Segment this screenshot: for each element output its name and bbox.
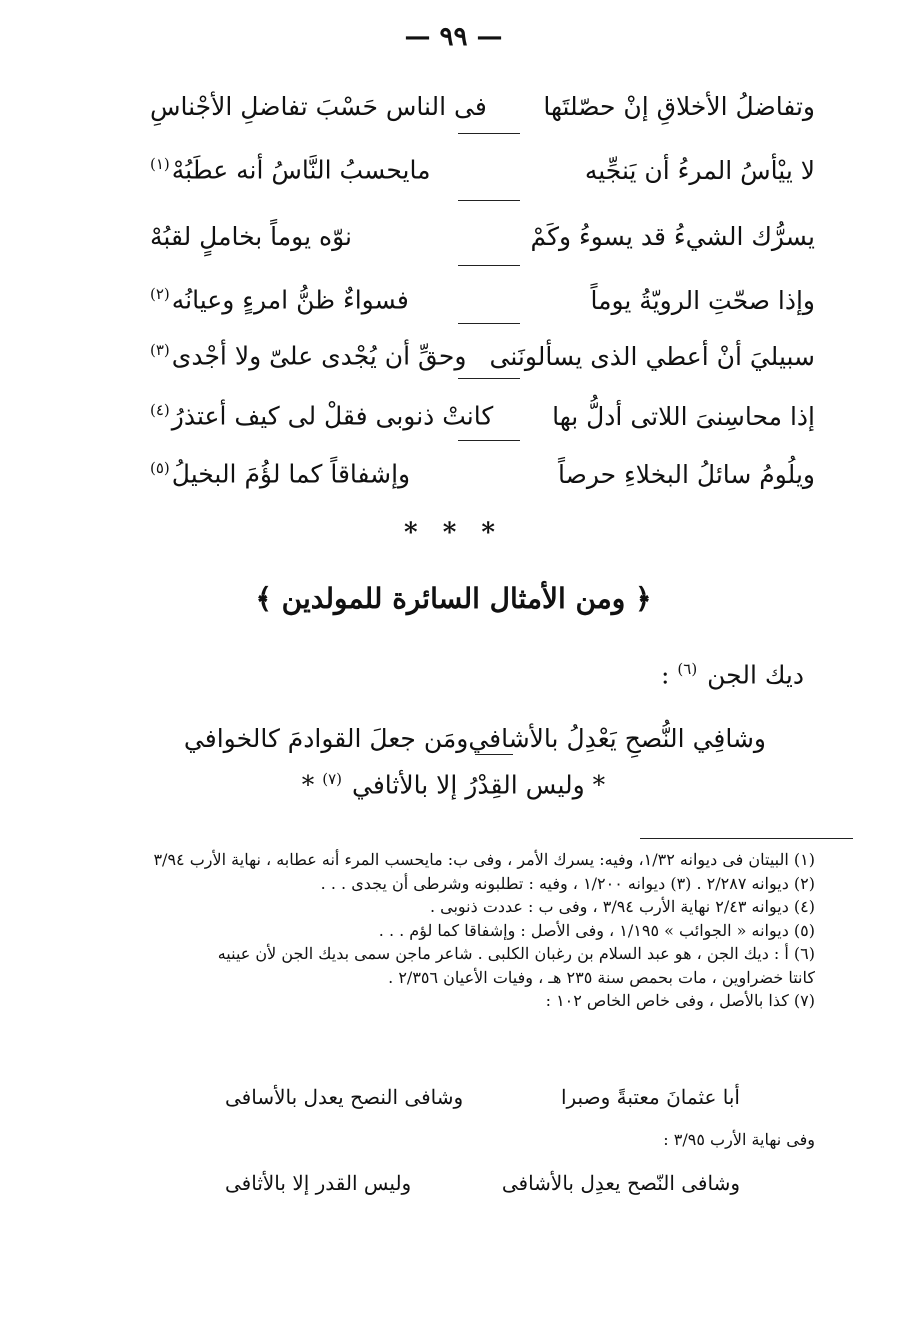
verse-2-right: لا ييْأسُ المرءُ أن يَنجِّيه <box>584 155 815 185</box>
poet-line <box>661 660 804 689</box>
footnote-ref-5: (٥) <box>150 459 170 478</box>
footnote-verse-2 <box>225 1166 740 1200</box>
verse-5-left-text: وحقِّ أن يُجْدى علىّ ولا أجْدى <box>171 341 467 371</box>
footnote-4: (٤) ديوانه ٢/٤٣ نهاية الأرب ٣/٩٤ ، وفى ب : عددت ذنوبى . <box>429 897 815 916</box>
footnote-ref-6: (٦) <box>677 660 698 678</box>
verse-7-left-text: وإشفاقاً كما لؤُمَ البخيلُ <box>171 459 411 489</box>
verse-6-left <box>150 401 493 430</box>
verse-separator <box>458 323 520 324</box>
footnote-6: (٦) أ : ديك الجن ، هو عبد السلام بن رغبان الكلبى . شاعر ماجن سمى بديك الجن لأن عينيه <box>217 944 815 963</box>
verse-poet-2-text: * وليس القِدْرُ إلا بالأثافي <box>351 770 606 800</box>
poet-colon: : <box>661 660 670 690</box>
footnote-ref-1: (١) <box>150 155 170 174</box>
verse-1 <box>150 84 815 128</box>
verse-3-right: يسرُّك الشيءُ قد يسوءُ وكَمْ <box>530 221 815 251</box>
verse-5 <box>150 334 815 378</box>
footnote-6-continued: كانتا خضراوين ، مات بحمص سنة ٢٣٥ هـ ، وفيات الأعيان ٢/٣٥٦ . <box>388 967 815 987</box>
footnote-rule <box>640 838 853 839</box>
verse-4-left-text: فسواءٌ ظنُّ امرءٍ وعيانُه <box>171 285 409 315</box>
footnote-verse-2-right: وشافى النّصح يعدِل بالأشافى <box>501 1171 740 1195</box>
verse-3-left: نوّه يوماً بخاملٍ لقبُهْ <box>150 221 352 251</box>
verse-poet-2-end: * <box>301 770 315 800</box>
verse-4-right: وإذا صحّتِ الرويّةُ يوماً <box>590 285 815 315</box>
verse-7-left <box>150 459 410 488</box>
verse-separator <box>458 378 520 379</box>
verse-2 <box>150 148 815 192</box>
verse-separator <box>458 200 520 201</box>
verse-4-left <box>150 285 409 314</box>
footnote-note: وفى نهاية الأرب ٣/٩٥ : <box>663 1130 815 1149</box>
verse-2-left <box>150 155 431 184</box>
footnote-1: (١) البيتان فى ديوانه ١/٣٢، وفيه: يسرك الأمر ، وفى ب: مايحسب المرء أنه عطابه ، نهاية الأرب ٣/٩٤ <box>153 850 815 869</box>
verse-5-right: سبيليَ أنْ أعطي الذى يسألونَنى <box>489 341 815 371</box>
verse-separator <box>458 440 520 441</box>
verse-poet-1-right: وشافِي النُّصحِ يَعْدِلُ بالأشافي <box>468 723 766 753</box>
verse-2-left-text: مايحسبُ النَّاسُ أنه عطَبُهْ <box>171 155 431 185</box>
verse-6-left-text: كانتْ ذنوبى فقلْ لى كيف أعتذرُ <box>171 401 494 431</box>
verse-6-right: إذا محاسِنىَ اللاتى أدلُّ بها <box>552 401 815 431</box>
footnote-ref-4: (٤) <box>150 401 170 420</box>
footnote-ref-3: (٣) <box>150 341 170 360</box>
verse-1-left: فى الناس حَسْبَ تفاضلِ الأجْناسِ <box>150 91 487 121</box>
verse-separator <box>458 265 520 266</box>
footnotes <box>80 848 815 1013</box>
verse-7 <box>150 452 815 496</box>
section-heading: ﴿ ومن الأمثال السائرة للمولدين ﴾ <box>255 582 652 615</box>
page-number: — ٩٩ — <box>404 22 503 52</box>
footnote-ref-2: (٢) <box>150 285 170 304</box>
verse-separator <box>475 754 513 755</box>
verse-1-right: وتفاضلُ الأخلاقِ إنْ حصّلتَها <box>543 91 815 121</box>
footnote-verse-2-left: وليس القدر إلا بالأثافى <box>225 1171 412 1195</box>
footnote-7: (٧) كذا بالأصل ، وفى خاص الخاص ١٠٢ : <box>545 991 815 1010</box>
verse-3 <box>150 214 815 258</box>
footnote-verse-1-left: وشافى النصح يعدل بالأسافى <box>225 1085 464 1109</box>
verse-5-left <box>150 341 466 370</box>
footnote-ref-7: (٧) <box>322 770 343 788</box>
verse-6 <box>150 394 815 438</box>
verse-7-right: ويلُومُ سائلُ البخلاءِ حرصاً <box>557 459 815 489</box>
verse-poet-1-left: ومَن جعلَ القوادمَ كالخوافي <box>183 723 469 753</box>
footnote-5: (٥) ديوانه « الجوائب » ١/١٩٥ ، وفى الأصل : وإشفاقا كما لؤم . . . <box>378 920 815 940</box>
footnote-verse-1-right: أبا عثمانَ معتبةً وصبرا <box>560 1085 740 1109</box>
verse-separator <box>458 133 520 134</box>
section-divider-stars: * * * <box>404 518 503 548</box>
verse-poet-2 <box>0 770 907 799</box>
poet-name: ديك الجن <box>707 660 804 690</box>
verse-4 <box>150 278 815 322</box>
footnote-verse-1 <box>225 1080 740 1114</box>
footnote-2-3: (٢) ديوانه ٢/٢٨٧ . (٣) ديوانه ١/٢٠٠ ، وفيه : تطلبونه وشرطى أن يجدى . . . <box>320 873 815 893</box>
